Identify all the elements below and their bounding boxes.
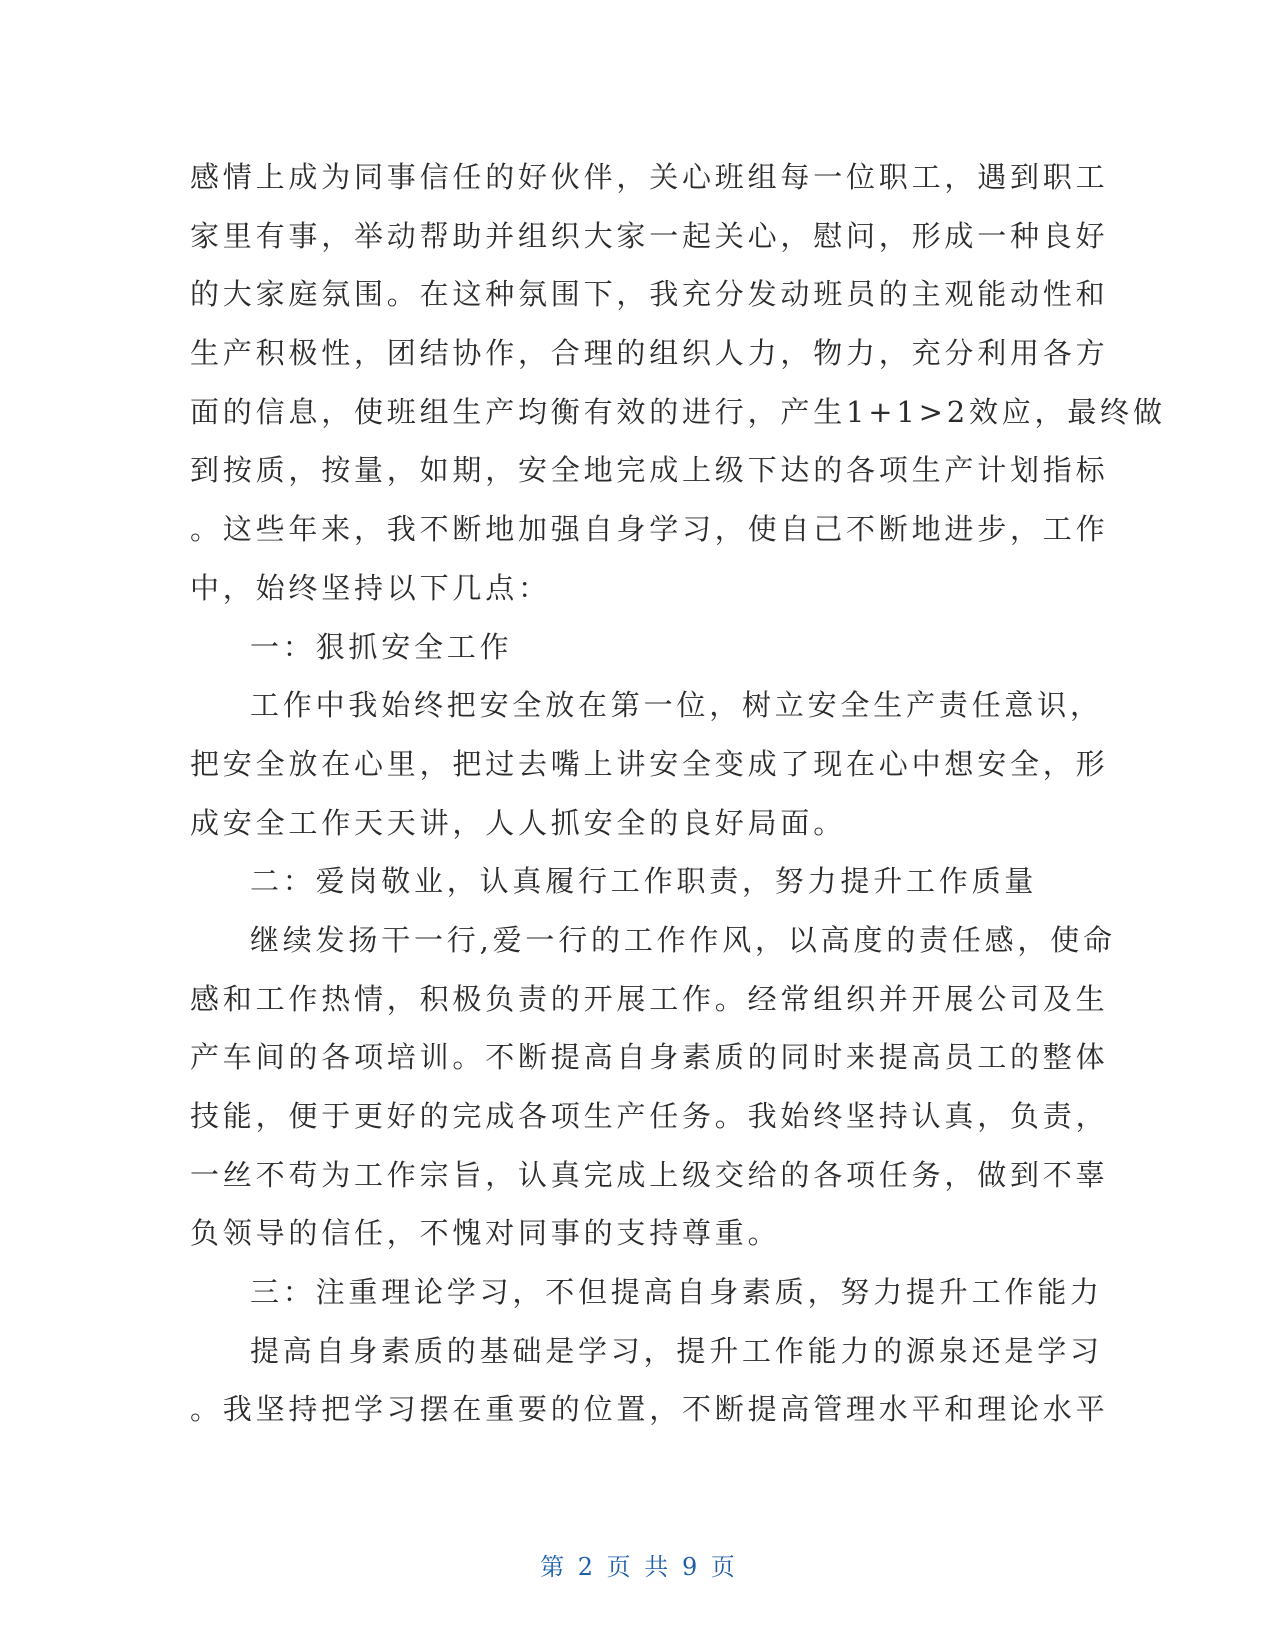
text-line: 提高自身素质的基础是学习，提升工作能力的源泉还是学习 [250,1333,1103,1368]
text-line: 继续发扬干一行,爱一行的工作作风，以高度的责任感，使命 [250,922,1116,957]
text-line: 家里有事，举动帮助并组织大家一起关心，慰问，形成一种良好 [190,218,1109,253]
section-heading-3: 三：注重理论学习，不但提高自身素质，努力提升工作能力 [250,1275,1103,1310]
section-heading-1: 一：狠抓安全工作 [250,629,513,664]
text-line: 感和工作热情，积极负责的开展工作。经常组织并开展公司及生 [190,981,1109,1016]
text-line: 面的信息，使班组生产均衡有效的进行，产生1+1>2效应，最终做 [190,394,1166,429]
text-line: 产车间的各项培训。不断提高自身素质的同时来提高员工的整体 [190,1040,1109,1075]
text-line: 生产积极性，团结协作，合理的组织人力，物力，充分利用各方 [190,336,1109,371]
text-line: 。我坚持把学习摆在重要的位置，不断提高管理水平和理论水平 [190,1392,1109,1427]
text-line: 技能，便于更好的完成各项生产任务。我始终坚持认真，负责， [190,1099,1109,1133]
text-line: 工作中我始终把安全放在第一位，树立安全生产责任意识， [250,688,1103,723]
text-line: 成安全工作天天讲，人人抓安全的良好局面。 [190,805,847,840]
text-line: 的大家庭氛围。在这种氛围下，我充分发动班员的主观能动性和 [190,277,1109,312]
text-line: 中，始终坚持以下几点： [190,570,551,605]
page-number: 第 2 页 共 9 页 [540,1553,735,1581]
text-line: 一丝不苟为工作宗旨，认真完成上级交给的各项任务，做到不辜 [190,1157,1109,1192]
text-line: 负领导的信任，不愧对同事的支持尊重。 [190,1216,781,1251]
section-heading-2: 二：爱岗敬业，认真履行工作职责，努力提升工作质量 [250,864,1038,899]
text-line: 。这些年来，我不断地加强自身学习，使自己不断地进步，工作 [190,512,1109,547]
text-line: 把安全放在心里，把过去嘴上讲安全变成了现在心中想安全，形 [190,746,1109,781]
body-text [190,148,1166,1439]
text-line: 到按质，按量，如期，安全地完成上级下达的各项生产计划指标 [190,453,1109,488]
text-line: 感情上成为同事信任的好伙伴，关心班组每一位职工，遇到职工 [190,160,1109,194]
